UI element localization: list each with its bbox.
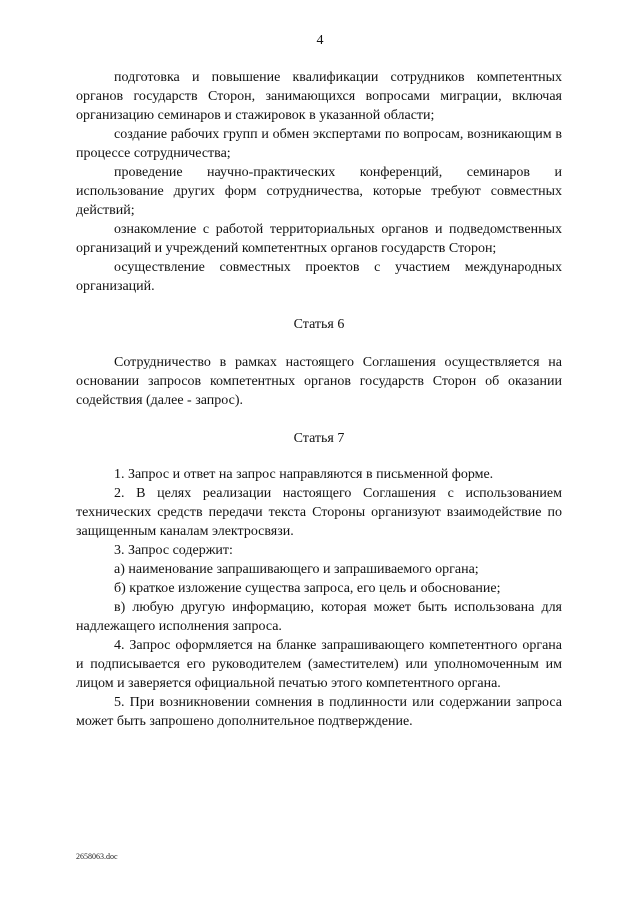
article-6-text: Сотрудничество в рамках настоящего Соглашения осуществляется на основании запросов компетентных органов государств Сторон об оказании содействия (далее - запрос). bbox=[76, 355, 562, 408]
article-7-paragraph: б) краткое изложение существа запроса, его цель и обоснование; bbox=[114, 581, 501, 596]
list-item: ознакомление с работой территориальных органов и подведомственных организаций и учреждений компетентных органов государств Сторон; bbox=[76, 222, 562, 256]
list-item: подготовка и повышение квалификации сотрудников компетентных органов государств Сторон, занимающихся вопросами миграции, включая организацию семинаров и стажировок в указанной области; bbox=[76, 70, 562, 123]
article-7-paragraph: 3. Запрос содержит: bbox=[114, 543, 233, 558]
document-body bbox=[76, 68, 562, 731]
file-name-footer: 2658063.doc bbox=[76, 852, 118, 861]
page-number: 4 bbox=[316, 33, 324, 48]
article-7-paragraph: 5. При возникновении сомнения в подлинности или содержании запроса может быть запрошено дополнительное подтверждение. bbox=[76, 695, 562, 729]
article-7-paragraph: в) любую другую информацию, которая может быть использована для надлежащего исполнения запроса. bbox=[76, 600, 562, 634]
article-7-paragraph: 4. Запрос оформляется на бланке запрашивающего компетентного органа и подписывается его руководителем (заместителем) или уполномоченным им лицом и заверяется официальной печатью этого компетентного органа. bbox=[76, 638, 562, 691]
list-item: проведение научно-практических конференций, семинаров и использование других форм сотрудничества, которые требуют совместных действий; bbox=[76, 165, 562, 218]
article-7-paragraph: 1. Запрос и ответ на запрос направляются в письменной форме. bbox=[114, 467, 494, 482]
article-6-heading: Статья 6 bbox=[293, 317, 345, 332]
list-item: осуществление совместных проектов с участием международных организаций. bbox=[76, 260, 562, 294]
article-7-paragraph: 2. В целях реализации настоящего Соглашения с использованием технических средств передачи текста Стороны организуют взаимодействие по защищенным каналам электросвязи. bbox=[76, 486, 562, 539]
article-7-heading: Статья 7 bbox=[293, 431, 345, 446]
article-7-paragraph: а) наименование запрашивающего и запрашиваемого органа; bbox=[114, 562, 479, 577]
list-item: создание рабочих групп и обмен экспертами по вопросам, возникающим в процессе сотрудничества; bbox=[76, 127, 562, 161]
